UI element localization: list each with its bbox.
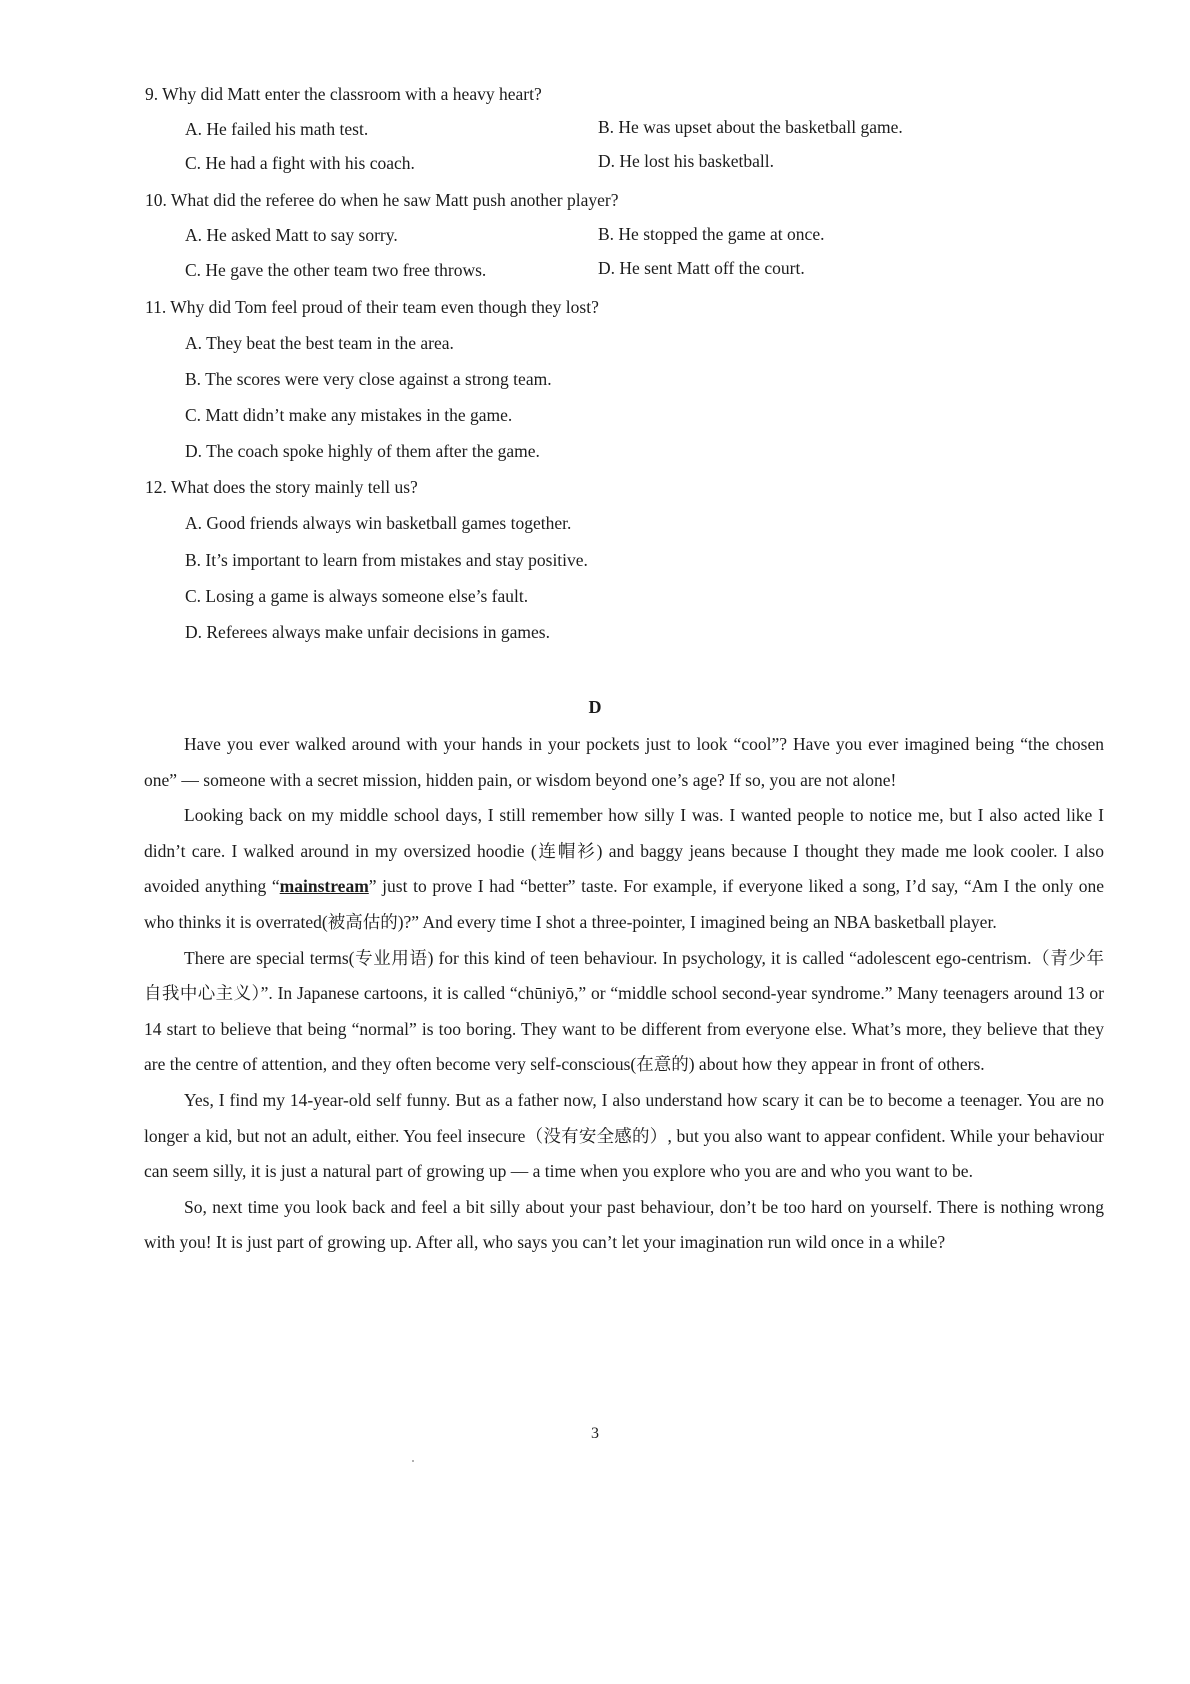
option-b: B. He was upset about the basketball game. bbox=[598, 117, 903, 137]
section-title: D bbox=[588, 697, 602, 717]
reading-passage bbox=[144, 727, 1104, 1261]
page-number: 3 bbox=[591, 1425, 599, 1442]
option-b: B. The scores were very close against a strong team. bbox=[185, 369, 552, 389]
question-stem: 11. Why did Tom feel proud of their team even though they lost? bbox=[145, 297, 599, 317]
paragraph-text: Looking back on my middle school days, I still remember how silly I was. I wanted people to notice me, but I also acted like I didn’t care. I walked around in my oversized hoodie (连帽衫) and baggy jeans because I thought they made me look cooler. I also avoided anything “ bbox=[144, 805, 1104, 897]
passage-paragraph-5: So, next time you look back and feel a bit silly about your past behaviour, don’t be too hard on yourself. There is nothing wrong with you! It is just part of growing up. After all, who says you can’t let your imagination run wild once in a while? bbox=[144, 1196, 1104, 1253]
option-c: C. He gave the other team two free throws. bbox=[185, 260, 487, 280]
passage-paragraph-2 bbox=[144, 798, 1104, 940]
option-b: B. It’s important to learn from mistakes and stay positive. bbox=[185, 550, 588, 570]
option-c: C. Matt didn’t make any mistakes in the game. bbox=[185, 405, 513, 425]
question-stem: 10. What did the referee do when he saw Matt push another player? bbox=[145, 190, 619, 210]
option-d: D. Referees always make unfair decisions in games. bbox=[185, 622, 550, 642]
option-b: B. He stopped the game at once. bbox=[598, 224, 825, 244]
scan-speck bbox=[412, 1460, 414, 1462]
option-d: D. He sent Matt off the court. bbox=[598, 258, 805, 278]
passage-paragraph-1: Have you ever walked around with your hands in your pockets just to look “cool”? Have you ever imagined being “the chosen one” — someone with a secret mission, hidden pain, or wisdom beyond one’s age? If so, you are not alone! bbox=[144, 734, 1104, 790]
option-d: D. The coach spoke highly of them after the game. bbox=[185, 441, 540, 461]
option-a: A. They beat the best team in the area. bbox=[185, 333, 454, 353]
passage-paragraph-3: There are special terms(专业用语) for this kind of teen behaviour. In psychology, it is called “adolescent ego-centrism.（青少年自我中心主义）”. In Japanese cartoons, it is called “chūniyō,” or “middle school second-year syndrome.” Many teenagers around 13 or 14 start to believe that being “normal” is too boring. They want to be different from everyone else. What’s more, they believe that they are the centre of attention, and they often become very self-conscious(在意的) about how they appear in front of others. bbox=[144, 947, 1104, 1075]
mainstream-keyword: mainstream bbox=[279, 876, 369, 897]
option-c: C. Losing a game is always someone else’s fault. bbox=[185, 586, 529, 606]
option-d: D. He lost his basketball. bbox=[598, 151, 774, 171]
option-a: A. He asked Matt to say sorry. bbox=[185, 225, 398, 245]
passage-paragraph-4: Yes, I find my 14-year-old self funny. But as a father now, I also understand how scary it can be to become a teenager. You are no longer a kid, but not an adult, either. You feel insecure（没有安全感的）, but you also want to appear confident. While your behaviour can seem silly, it is just a natural part of growing up — a time when you explore who you are and who you want to be. bbox=[144, 1089, 1104, 1182]
option-a: A. Good friends always win basketball games together. bbox=[185, 513, 572, 533]
option-c: C. He had a fight with his coach. bbox=[185, 153, 415, 173]
paragraph-text: ” just to prove I had “better” taste. For example, if everyone liked a song, I’d say, “Am I the only one who thinks it is overrated(被高估的)?” And every time I shot a three-pointer, I imagined being an NBA basketball player. bbox=[144, 876, 1104, 932]
option-a: A. He failed his math test. bbox=[185, 119, 369, 139]
question-stem: 9. Why did Matt enter the classroom with a heavy heart? bbox=[145, 84, 542, 104]
question-stem: 12. What does the story mainly tell us? bbox=[145, 477, 418, 497]
